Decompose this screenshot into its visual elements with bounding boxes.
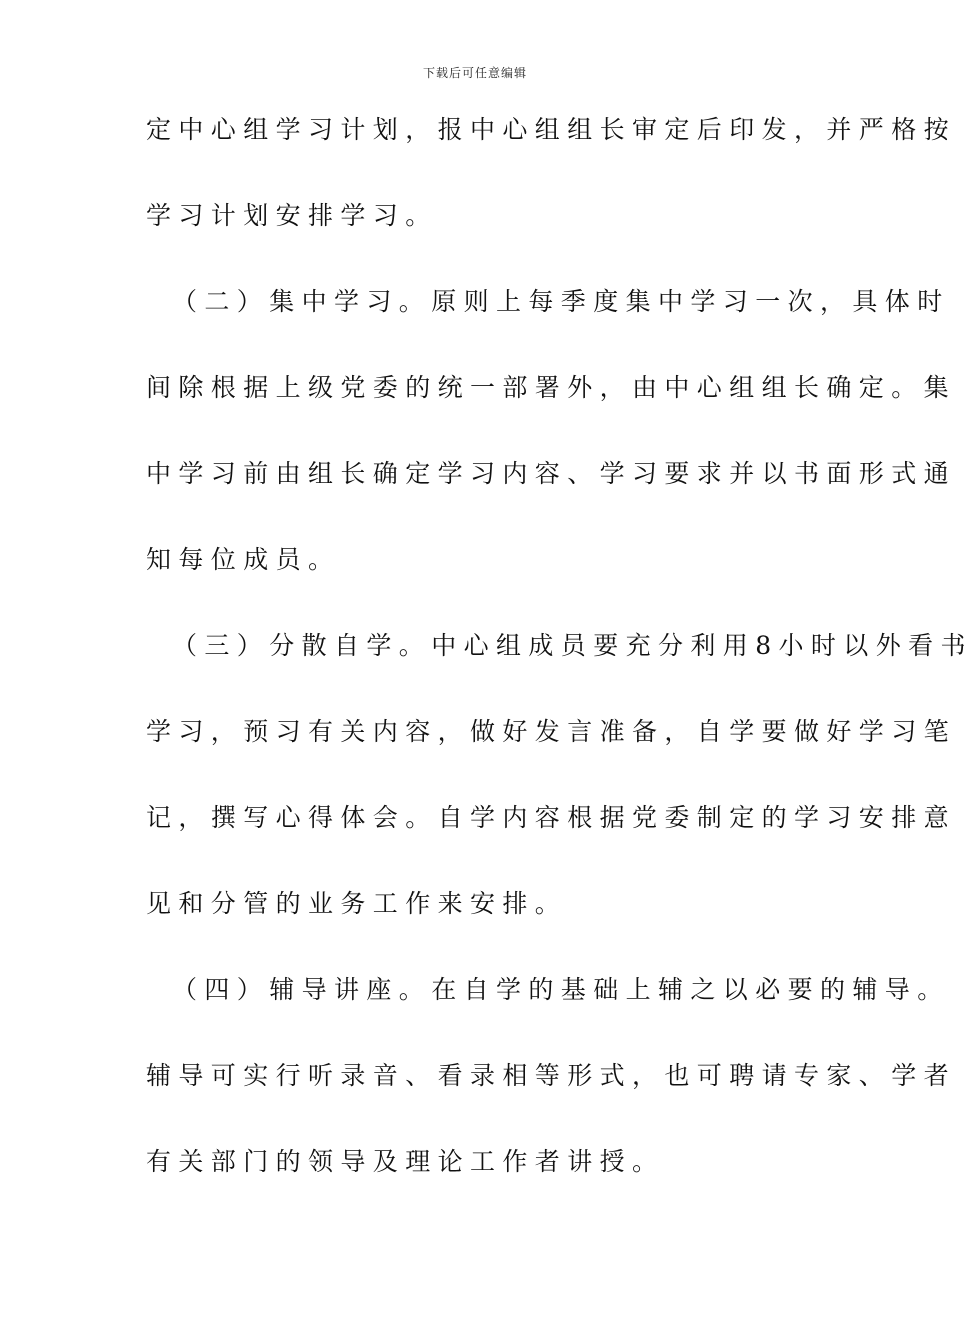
page-header: 下载后可任意编辑 bbox=[422, 66, 527, 80]
text-line: 学习计划安排学习。 bbox=[146, 201, 438, 230]
paragraph-start-line: （二）集中学习。原则上每季度集中学习一次，具体时 bbox=[172, 287, 950, 316]
text-line: 学习，预习有关内容，做好发言准备，自学要做好学习笔 bbox=[146, 717, 957, 746]
text-line: 间除根据上级党委的统一部署外，由中心组组长确定。集 bbox=[146, 373, 957, 402]
text-line: 辅导可实行听录音、看录相等形式，也可聘请专家、学者 bbox=[146, 1061, 957, 1090]
text-line: 记，撰写心得体会。自学内容根据党委制定的学习安排意 bbox=[146, 803, 957, 832]
text-line: 有关部门的领导及理论工作者讲授。 bbox=[146, 1147, 665, 1176]
text-line: 知每位成员。 bbox=[146, 545, 341, 574]
paragraph-start-line: （三）分散自学。中心组成员要充分利用8小时以外看书 bbox=[172, 631, 973, 660]
document-body bbox=[146, 100, 973, 1218]
paragraph-start-line: （四）辅导讲座。在自学的基础上辅之以必要的辅导。 bbox=[172, 975, 950, 1004]
text-line: 定中心组学习计划，报中心组组长审定后印发，并严格按 bbox=[146, 115, 957, 144]
text-line: 见和分管的业务工作来安排。 bbox=[146, 889, 568, 918]
text-line: 中学习前由组长确定学习内容、学习要求并以书面形式通 bbox=[146, 459, 957, 488]
